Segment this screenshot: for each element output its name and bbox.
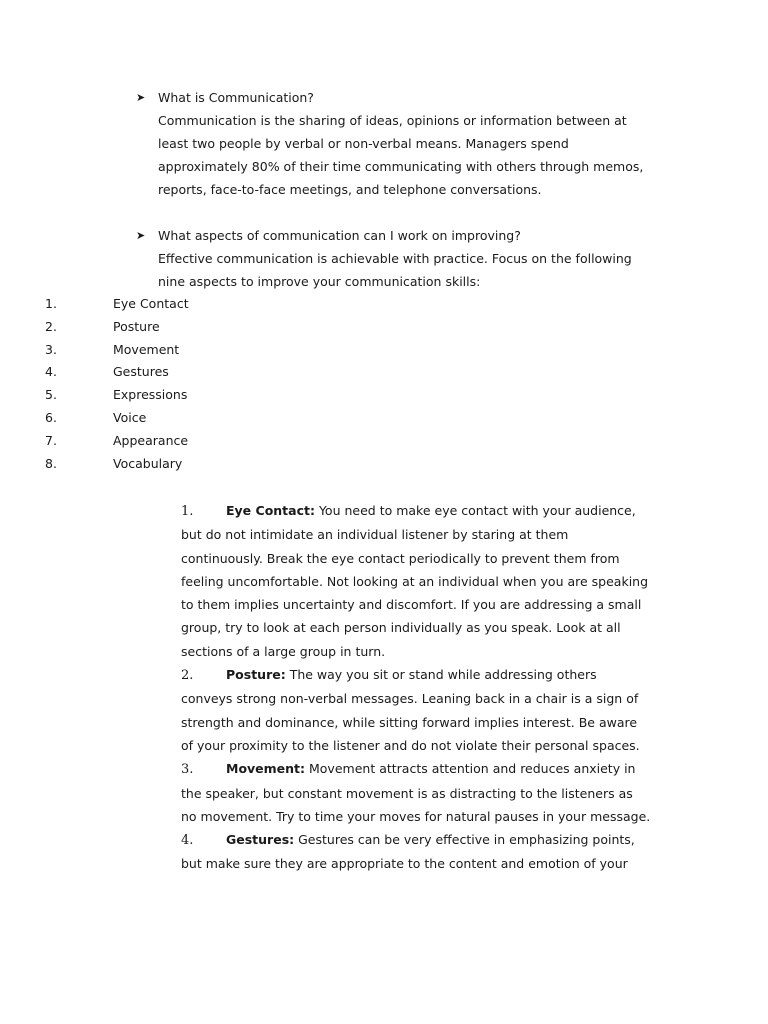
- detail-paragraph: [181, 499, 651, 663]
- list-item: [0, 453, 400, 476]
- detail-paragraph: [181, 757, 651, 828]
- list-number: 5.: [45, 387, 57, 403]
- detail-text: Movement attracts attention and reduces anxiety in the speaker, but constant movement is as distracting to the listeners as no movement. Try to time your moves for natural pauses in your message.: [181, 761, 651, 824]
- list-item: [0, 430, 400, 453]
- bullet-question: [136, 224, 656, 247]
- list-number: 7.: [45, 432, 57, 448]
- aspects-list: [0, 293, 400, 475]
- list-label: Gestures: [113, 364, 169, 380]
- list-label: Voice: [113, 409, 147, 425]
- list-item: [0, 407, 400, 430]
- list-item: [0, 293, 400, 316]
- list-item: [0, 316, 400, 339]
- detail-heading: Movement:: [226, 761, 306, 777]
- section-what-is-communication: [136, 86, 656, 201]
- detail-paragraph: [181, 828, 651, 876]
- detail-number: 3.: [181, 762, 194, 778]
- detail-text: Gestures can be very effective in emphasizing points, but make sure they are appropriate to the content and emotion of your: [181, 832, 635, 872]
- detail-heading: Posture:: [226, 667, 286, 683]
- list-number: 4.: [45, 364, 57, 380]
- bullet-question: [136, 86, 656, 109]
- detail-paragraph: [181, 663, 651, 757]
- detail-text: The way you sit or stand while addressing others conveys strong non-verbal messages. Leaning back in a chair is a sign of strength and dominance, while sitting forward implies interest. Be aware of your proximity to the listener and do not violate their personal spaces.: [181, 667, 640, 753]
- detail-number: 2.: [181, 668, 194, 684]
- detail-number: 4.: [181, 833, 194, 849]
- list-number: 2.: [45, 318, 57, 334]
- list-number: 6.: [45, 409, 57, 425]
- list-label: Posture: [113, 318, 160, 334]
- question-text: What aspects of communication can I work on improving?: [158, 228, 521, 243]
- aspect-details: [181, 499, 651, 876]
- list-number: 3.: [45, 341, 57, 357]
- list-item: [0, 339, 400, 362]
- list-label: Expressions: [113, 387, 188, 403]
- question-text: What is Communication?: [158, 90, 314, 105]
- detail-heading: Gestures:: [226, 832, 295, 848]
- arrow-bullet-icon: ➤: [136, 91, 146, 104]
- list-label: Eye Contact: [113, 296, 189, 311]
- list-number: 8.: [45, 455, 57, 471]
- list-number: 1.: [45, 296, 57, 311]
- detail-heading: Eye Contact:: [226, 503, 315, 518]
- detail-text: You need to make eye contact with your audience, but do not intimidate an individual listener by staring at them continuously. Break the eye contact periodically to prevent them from feeling uncomfortable. Not looking at an individual when you are speaking to them implies uncertainty and discomfort. If you are addressing a small group, try to look at each person individually as you speak. Look at all sections of a large group in turn.: [181, 503, 649, 659]
- answer-paragraph: Communication is the sharing of ideas, opinions or information between at least two people by verbal or non-verbal means. Managers spend approximately 80% of their time communicating with others through memos, reports, face-to-face meetings, and telephone conversations.: [158, 113, 644, 197]
- answer-paragraph: Effective communication is achievable with practice. Focus on the following nine aspects to improve your communication skills:: [158, 251, 632, 289]
- detail-number: 1.: [181, 504, 194, 519]
- arrow-bullet-icon: ➤: [136, 229, 146, 242]
- section-aspects-question: [136, 224, 656, 293]
- list-label: Movement: [113, 341, 180, 357]
- list-label: Vocabulary: [113, 455, 183, 471]
- list-item: [0, 384, 400, 407]
- list-label: Appearance: [113, 432, 189, 448]
- list-item: [0, 361, 400, 384]
